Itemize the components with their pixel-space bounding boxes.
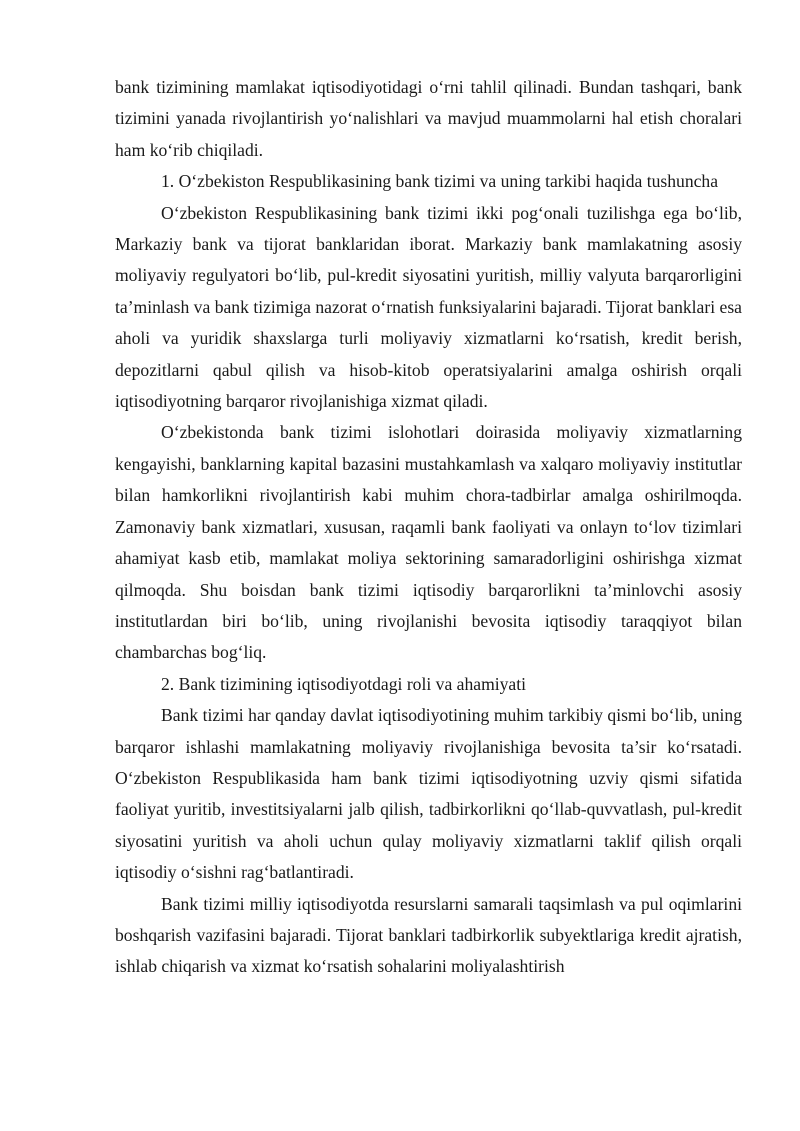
paragraph-intro-continuation: bank tizimining mamlakat iqtisodiyotidagi o‘rni tahlil qilinadi. Bundan tashqari, bank tizimini yanada rivojlantirish yo‘nalishlari va mavjud muammolarni hal etish choralari ham ko‘rib chiqiladi. bbox=[115, 77, 742, 160]
document-page bbox=[115, 72, 742, 983]
section-heading-1: 1. O‘zbekiston Respublikasining bank tizimi va uning tarkibi haqida tushuncha bbox=[161, 171, 719, 192]
section-heading-2: 2. Bank tizimining iqtisodiyotdagi roli va ahamiyati bbox=[161, 673, 527, 694]
paragraph-bank-structure: O‘zbekiston Respublikasining bank tizimi ikki pog‘onali tuzilishga ega bo‘lib, Markaziy bank va tijorat banklaridan iborat. Markaziy bank mamlakatning asosiy moliyaviy regulyatori bo‘lib, pul-kredit siyosatini yuritish, milliy valyuta barqarorligini ta’minlash va bank tizimiga nazorat o‘rnatish funksiyalarini bajaradi. Tijorat banklari esa aholi va yuridik shaxslarga turli moliyaviy xizmatlarni ko‘rsatish, kredit berish, depozitlarni qabul qilish va hisob-kitob operatsiyalarini amalga oshirish orqali iqtisodiyotning barqaror rivojlanishiga xizmat qiladi. bbox=[115, 202, 742, 412]
paragraph-resource-allocation: Bank tizimi milliy iqtisodiyotda resurslarni samarali taqsimlash va pul oqimlarini boshqarish vazifasini bajaradi. Tijorat banklari tadbirkorlik subyektlariga kredit ajratish, ishlab chiqarish va xizmat ko‘rsatish sohalarini moliyalashtirish bbox=[115, 893, 742, 977]
paragraph-bank-role: Bank tizimi har qanday davlat iqtisodiyotining muhim tarkibiy qismi bo‘lib, uning barqaror ishlashi mamlakatning moliyaviy rivojlanishiga bevosita ta’sir ko‘rsatadi. O‘zbekiston Respublikasida ham bank tizimi iqtisodiyotning uzviy qismi sifatida faoliyat yuritib, investitsiyalarni jalb qilish, tadbirkorlikni qo‘llab-quvvatlash, pul-kredit siyosatini yuritish va aholi uchun qulay moliyaviy xizmatlarni taklif qilish orqali iqtisodiy o‘sishni rag‘batlantiradi. bbox=[115, 705, 742, 883]
paragraph-bank-reforms: O‘zbekistonda bank tizimi islohotlari doirasida moliyaviy xizmatlarning kengayishi, banklarning kapital bazasini mustahkamlash va xalqaro moliyaviy institutlar bilan hamkorlikni rivojlantirish kabi muhim chora-tadbirlar amalga oshirilmoqda. Zamonaviy bank xizmatlari, xususan, raqamli bank faoliyati va onlayn to‘lov tizimlari ahamiyat kasb etib, mamlakat moliya sektorining samaradorligini oshirishga xizmat qilmoqda. Shu boisdan bank tizimi iqtisodiy barqarorlikni ta’minlovchi asosiy institutlardan biri bo‘lib, uning rivojlanishi bevosita iqtisodiy taraqqiyot bilan chambarchas bog‘liq. bbox=[115, 422, 742, 663]
